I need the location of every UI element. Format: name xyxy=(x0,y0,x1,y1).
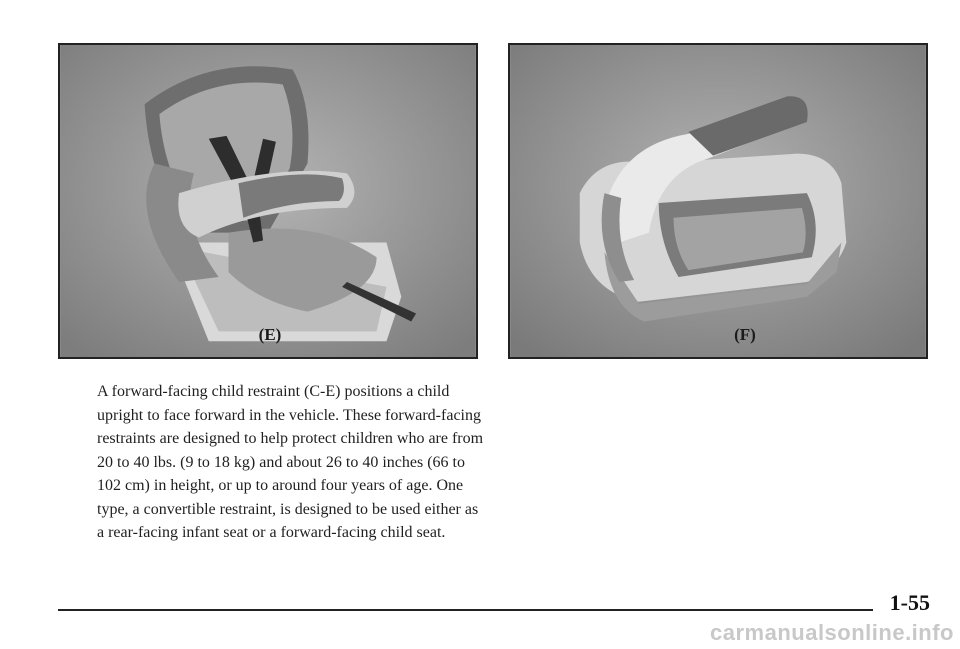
figure-label: (F) xyxy=(734,325,756,344)
figure-label: (E) xyxy=(258,325,282,344)
figure-e-forward-facing-seat xyxy=(58,43,478,359)
booster-seat-illustration xyxy=(510,45,926,357)
body-paragraph: A forward-facing child restraint (C-E) positions a child upright to face forward in the vehicle. These forward-facing restraints are designed to help protect children who are from 20 to 40 lbs. (9 to 18 kg) and about 26 to 40 inches (66 to 102 cm) in height, or up to around four years of age. One type, a convertible restraint, is designed to be used either as a rear-facing infant seat or a forward-facing child seat. xyxy=(97,383,484,541)
watermark: carmanualsonline.info xyxy=(710,620,954,645)
page-number: 1-55 xyxy=(889,590,930,615)
child-seat-illustration xyxy=(60,45,476,357)
footer-rule xyxy=(58,609,873,611)
figure-f-booster-seat xyxy=(508,43,928,359)
